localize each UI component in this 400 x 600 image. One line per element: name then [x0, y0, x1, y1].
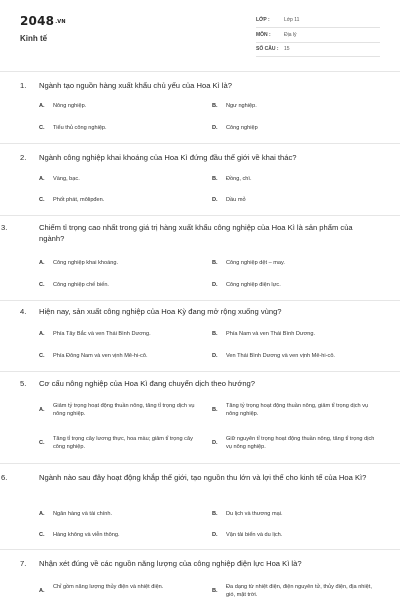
question-divider — [0, 215, 400, 216]
subject-title: Kinh tế — [20, 34, 48, 43]
meta-label: LỚP : — [256, 17, 270, 23]
page-header — [0, 0, 400, 70]
question-divider — [0, 549, 400, 550]
question-5: 5. Cơ cấu nông nghiệp của Hoa Kì đang chuyển dịch theo hướng? — [20, 379, 256, 388]
meta-class — [256, 14, 380, 28]
meta-label: SỐ CÂU : — [256, 46, 279, 52]
question-2: 2. Ngành công nghiệp khai khoáng của Hoa Kì đứng đầu thế giới về khai thác? — [20, 153, 297, 162]
question-divider — [0, 300, 400, 301]
question-divider — [0, 143, 400, 144]
site-logo[interactable]: 2048.VN — [20, 14, 66, 28]
question-divider — [0, 463, 400, 464]
header-divider — [0, 71, 400, 72]
meta-count — [256, 43, 380, 57]
logo-suffix: .VN — [55, 18, 66, 25]
meta-value: Địa lý — [284, 32, 297, 38]
question-3: 3. Chiếm tỉ trọng cao nhất trong giá trị hàng xuất khẩu công nghiệp của Hoa Kì là sản phẩm của ngành? — [1, 223, 353, 243]
meta-label: MÔN : — [256, 32, 271, 38]
question-divider — [0, 371, 400, 372]
question-7: 7. Nhận xét đúng về các nguồn năng lượng của công nghiệp điện lực Hoa Kì là? — [20, 559, 302, 568]
meta-value: 15 — [284, 46, 290, 52]
question-1: 1. Ngành tạo nguồn hàng xuất khẩu chủ yếu của Hoa Kì là? — [20, 81, 232, 90]
meta-subject — [256, 29, 380, 43]
question-6: 6. Ngành nào sau đây hoạt động khắp thế giới, tạo nguồn thu lớn và lợi thế cho kinh tế của Hoa Kì? — [1, 473, 367, 482]
question-4: 4. Hiện nay, sản xuất công nghiệp của Hoa Kỳ đang mở rộng xuống vùng? — [20, 307, 282, 316]
meta-value: Lớp 11 — [284, 17, 300, 23]
